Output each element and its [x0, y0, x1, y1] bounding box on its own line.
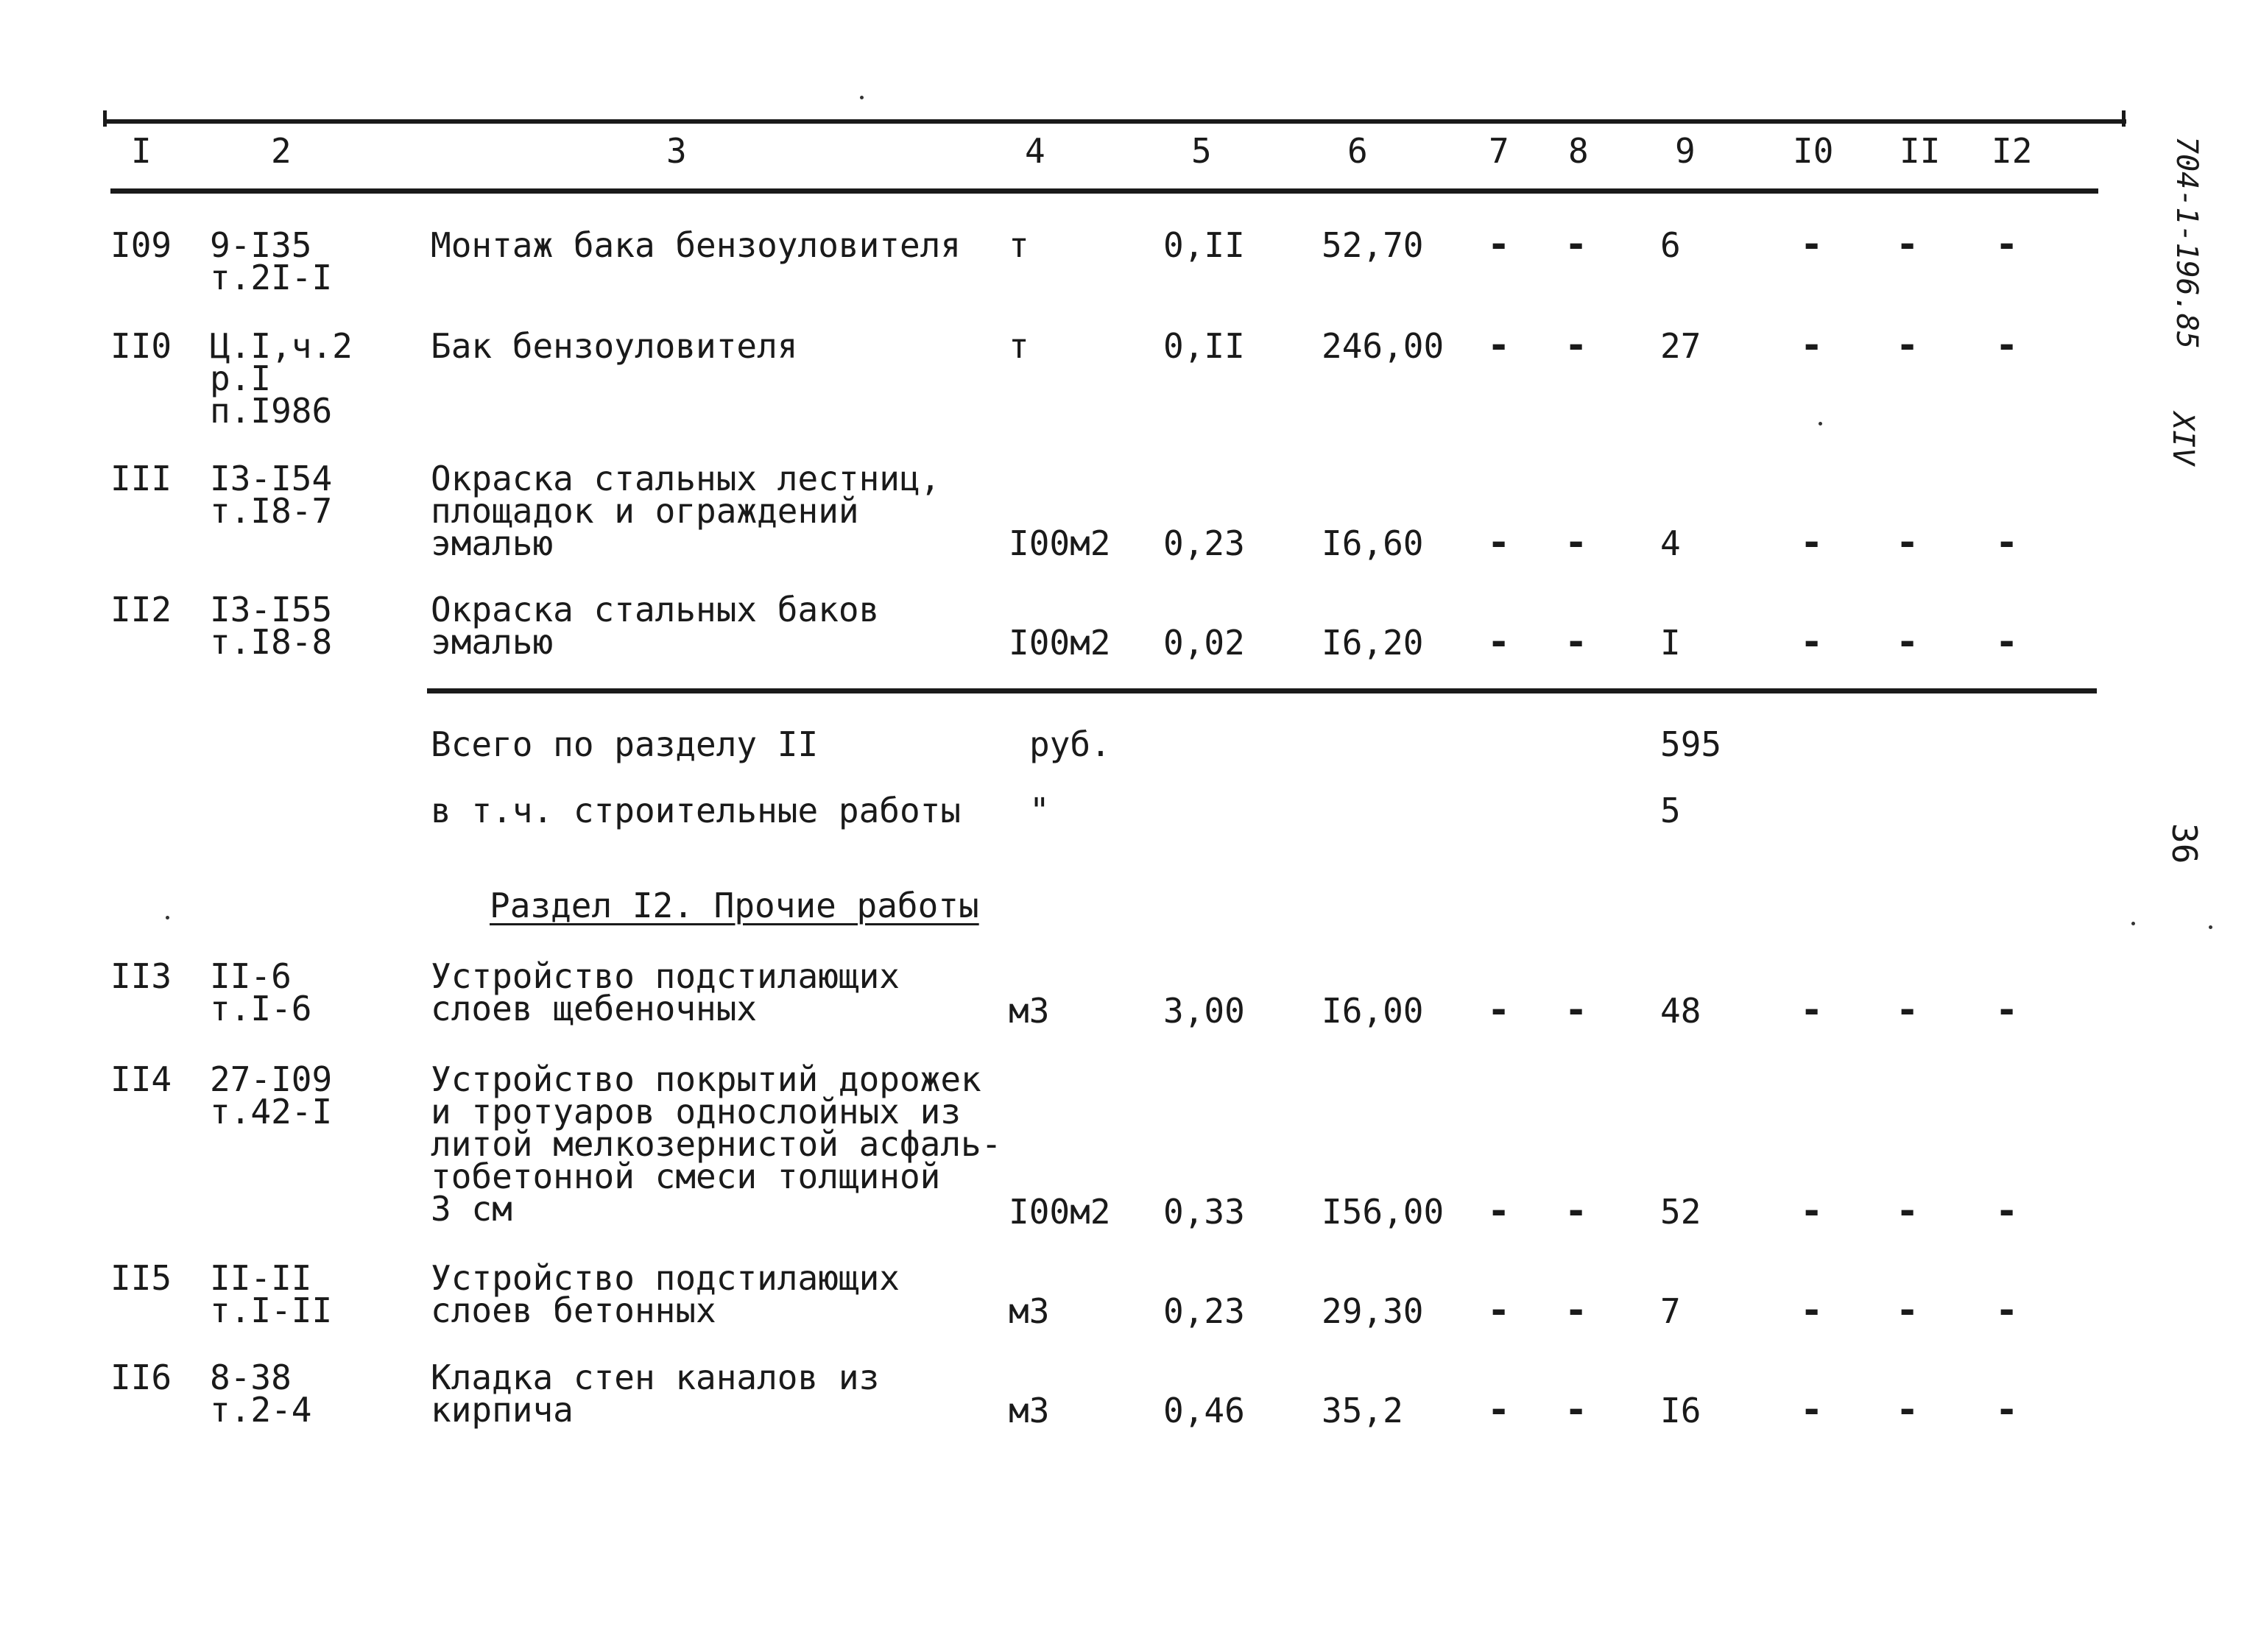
- quantity: 0,23: [1163, 1291, 1245, 1331]
- unit: I00м2: [1009, 623, 1111, 663]
- work-description: литой мелкозернистой асфаль-: [431, 1124, 1002, 1164]
- total-cost: 6: [1660, 225, 1681, 265]
- col-10: -: [1800, 1288, 1824, 1332]
- rate-code: II-6: [210, 956, 292, 996]
- header-bottom-rule: [110, 188, 2098, 194]
- scan-speck: [166, 916, 169, 919]
- col-10: -: [1800, 222, 1824, 266]
- row-number: III: [110, 459, 172, 498]
- column-header-11: II: [1900, 131, 1941, 171]
- unit: т: [1009, 326, 1029, 366]
- unit: I00м2: [1009, 523, 1111, 563]
- col-7: -: [1487, 323, 1511, 367]
- rate-code: I3-I54: [210, 459, 333, 498]
- col-8: -: [1565, 1288, 1588, 1332]
- col-12: -: [1995, 1288, 2019, 1332]
- scan-speck: [860, 96, 864, 99]
- quantity: 0,II: [1163, 225, 1245, 265]
- unit: т: [1009, 225, 1029, 265]
- col-11: -: [1896, 988, 1919, 1032]
- col-7: -: [1487, 1288, 1511, 1332]
- rate-code: II-II: [210, 1258, 312, 1298]
- col-10: -: [1800, 1388, 1824, 1432]
- col-11: -: [1896, 323, 1919, 367]
- page-number: 36: [2165, 823, 2204, 864]
- col-8: -: [1565, 988, 1588, 1032]
- unit: м3: [1009, 1391, 1050, 1430]
- sheet-mark-stamp: XIV: [2166, 412, 2200, 466]
- rate-code: р.I: [210, 359, 272, 398]
- total-cost: I6: [1660, 1391, 1701, 1430]
- work-description: слоев бетонных: [431, 1291, 716, 1330]
- work-description: и тротуаров однослойных из: [431, 1092, 962, 1132]
- rate-code: т.I-6: [210, 989, 312, 1028]
- column-header-10: I0: [1793, 131, 1834, 171]
- work-description: Окраска стальных лестниц,: [431, 459, 941, 498]
- work-description: Бак бензоуловителя: [431, 326, 798, 366]
- row-number: II3: [110, 956, 172, 996]
- col-11: -: [1896, 222, 1919, 266]
- col-8: -: [1565, 620, 1588, 664]
- unit-price: I6,60: [1322, 523, 1424, 563]
- summary-value: 5: [1660, 791, 1681, 830]
- rate-code: т.I-II: [210, 1291, 333, 1330]
- col-8: -: [1565, 222, 1588, 266]
- work-description: Монтаж бака бензоуловителя: [431, 225, 962, 265]
- row-number: II6: [110, 1358, 172, 1397]
- row-number: II2: [110, 590, 172, 629]
- row-number: II5: [110, 1258, 172, 1298]
- col-10: -: [1800, 620, 1824, 664]
- col-12: -: [1995, 1388, 2019, 1432]
- rate-code: т.2I-I: [210, 258, 333, 297]
- col-7: -: [1487, 1189, 1511, 1233]
- col-12: -: [1995, 620, 2019, 664]
- work-description: слоев щебеночных: [431, 989, 758, 1028]
- quantity: 0,II: [1163, 326, 1245, 366]
- rate-code: т.I8-7: [210, 491, 333, 531]
- col-10: -: [1800, 323, 1824, 367]
- summary-unit: руб.: [1029, 724, 1111, 764]
- work-description: эмалью: [431, 523, 554, 563]
- col-12: -: [1995, 520, 2019, 565]
- quantity: 0,33: [1163, 1192, 1245, 1232]
- column-header-1: I: [131, 131, 152, 171]
- col-8: -: [1565, 1189, 1588, 1233]
- row-number: II0: [110, 326, 172, 366]
- col-11: -: [1896, 520, 1919, 565]
- work-description: 3 см: [431, 1189, 512, 1229]
- unit-price: I56,00: [1322, 1192, 1445, 1232]
- rate-code: т.2-4: [210, 1390, 312, 1430]
- col-10: -: [1800, 520, 1824, 565]
- column-header-12: I2: [1992, 131, 2033, 171]
- unit-price: 29,30: [1322, 1291, 1424, 1331]
- col-7: -: [1487, 520, 1511, 565]
- work-description: кирпича: [431, 1390, 574, 1430]
- work-description: Устройство покрытий дорожек: [431, 1059, 981, 1099]
- unit-price: I6,00: [1322, 991, 1424, 1031]
- col-11: -: [1896, 1288, 1919, 1332]
- scan-speck: [2131, 922, 2135, 925]
- summary-value: 595: [1660, 724, 1722, 764]
- column-header-9: 9: [1675, 131, 1696, 171]
- col-7: -: [1487, 620, 1511, 664]
- unit: м3: [1009, 991, 1050, 1031]
- table-top-rule-corner-left: [103, 110, 107, 127]
- col-12: -: [1995, 1189, 2019, 1233]
- col-10: -: [1800, 1189, 1824, 1233]
- column-header-2: 2: [271, 131, 292, 171]
- col-12: -: [1995, 222, 2019, 266]
- table-top-rule-corner-right: [2122, 110, 2126, 127]
- document-code-stamp: 704-1-196.85: [2170, 136, 2204, 349]
- col-8: -: [1565, 1388, 1588, 1432]
- column-header-8: 8: [1568, 131, 1589, 171]
- col-7: -: [1487, 988, 1511, 1032]
- total-cost: 27: [1660, 326, 1701, 366]
- unit-price: I6,20: [1322, 623, 1424, 663]
- rate-code: 8-38: [210, 1358, 292, 1397]
- unit-price: 35,2: [1322, 1391, 1403, 1430]
- work-description: тобетонной смеси толщиной: [431, 1157, 941, 1196]
- rate-code: Ц.I,ч.2: [210, 326, 353, 366]
- work-description: Окраска стальных баков: [431, 590, 880, 629]
- scan-speck: [1819, 422, 1822, 426]
- rate-code: т.42-I: [210, 1092, 333, 1132]
- work-description: Устройство подстилающих: [431, 956, 900, 996]
- col-7: -: [1487, 222, 1511, 266]
- total-cost: 52: [1660, 1192, 1701, 1232]
- work-description: площадок и ограждений: [431, 491, 859, 531]
- total-cost: I: [1660, 623, 1681, 663]
- col-10: -: [1800, 988, 1824, 1032]
- unit: м3: [1009, 1291, 1050, 1331]
- column-header-5: 5: [1191, 131, 1212, 171]
- column-header-6: 6: [1347, 131, 1368, 171]
- quantity: 0,02: [1163, 623, 1245, 663]
- col-12: -: [1995, 988, 2019, 1032]
- unit: I00м2: [1009, 1192, 1111, 1232]
- table-top-rule: [103, 119, 2126, 124]
- col-8: -: [1565, 520, 1588, 565]
- col-8: -: [1565, 323, 1588, 367]
- total-cost: 7: [1660, 1291, 1681, 1331]
- column-header-4: 4: [1025, 131, 1045, 171]
- summary-unit: ": [1029, 791, 1050, 830]
- row-number: II4: [110, 1059, 172, 1099]
- work-description: Кладка стен каналов из: [431, 1358, 880, 1397]
- subtotal-rule: [427, 688, 2097, 693]
- rate-code: I3-I55: [210, 590, 333, 629]
- row-number: I09: [110, 225, 172, 265]
- scan-speck: [2209, 925, 2212, 929]
- summary-label: в т.ч. строительные работы: [431, 791, 962, 830]
- rate-code: 27-I09: [210, 1059, 333, 1099]
- column-header-7: 7: [1489, 131, 1509, 171]
- col-7: -: [1487, 1388, 1511, 1432]
- rate-code: 9-I35: [210, 225, 312, 265]
- section-12-title: Раздел I2. Прочие работы: [490, 886, 979, 925]
- col-11: -: [1896, 1189, 1919, 1233]
- unit-price: 52,70: [1322, 225, 1424, 265]
- quantity: 0,23: [1163, 523, 1245, 563]
- total-cost: 4: [1660, 523, 1681, 563]
- work-description: эмалью: [431, 622, 554, 662]
- col-12: -: [1995, 323, 2019, 367]
- column-header-3: 3: [666, 131, 687, 171]
- rate-code: т.I8-8: [210, 622, 333, 662]
- col-11: -: [1896, 1388, 1919, 1432]
- work-description: Устройство подстилающих: [431, 1258, 900, 1298]
- rate-code: п.I986: [210, 391, 333, 431]
- quantity: 3,00: [1163, 991, 1245, 1031]
- total-cost: 48: [1660, 991, 1701, 1031]
- unit-price: 246,00: [1322, 326, 1445, 366]
- col-11: -: [1896, 620, 1919, 664]
- quantity: 0,46: [1163, 1391, 1245, 1430]
- summary-label: Всего по разделу II: [431, 724, 819, 764]
